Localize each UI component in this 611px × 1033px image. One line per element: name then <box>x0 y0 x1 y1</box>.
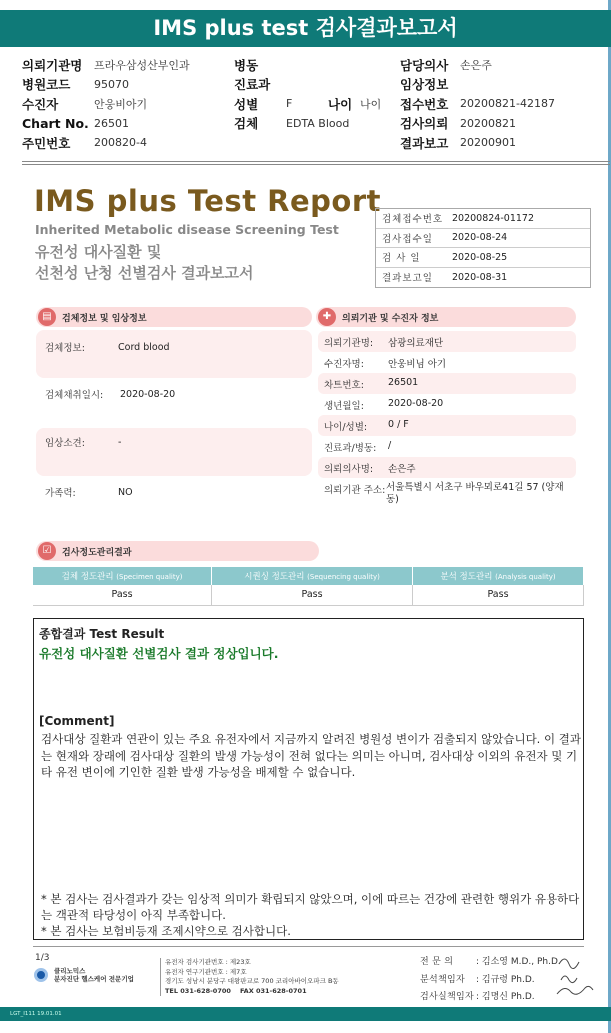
info-label: 수진자 <box>22 96 59 112</box>
patient-row <box>318 394 576 415</box>
section-title: 의뢰기관 및 수진자 정보 <box>342 313 439 324</box>
page-number: 1/3 <box>35 953 50 963</box>
signer-row <box>420 954 561 972</box>
specimen-key: 임상소견: <box>45 438 85 449</box>
lab-address <box>160 958 339 996</box>
report-title: IMS plus Test Report <box>34 184 381 218</box>
qc-value: Pass <box>212 585 413 605</box>
info-value: 프라우삼성산부인과 <box>94 58 190 72</box>
patient-row <box>318 352 576 373</box>
report-subtitle-ko: 유전성 대사질환 및 <box>35 243 162 261</box>
qc-value-row <box>33 585 584 605</box>
info-label: 검사의뢰 <box>400 116 449 132</box>
specimen-key: 검체정보: <box>45 343 85 354</box>
signer-role: 전 문 의 <box>420 957 454 967</box>
meta-row <box>376 248 590 268</box>
meta-value: 2020-08-31 <box>452 271 508 283</box>
patient-value: 서울특별시 서초구 바우뫼로41길 57 (양재동) <box>386 482 564 505</box>
specimen-value: - <box>118 436 122 448</box>
result-notes <box>41 891 581 939</box>
patient-value: 0 / F <box>388 419 409 430</box>
signer-name: : 김소영 M.D., Ph.D. <box>476 957 561 967</box>
info-label: 검체 <box>234 116 259 132</box>
patient-key: 의뢰기관 주소: <box>324 485 386 496</box>
company-logo <box>34 967 134 983</box>
note-text: * 본 검사는 보험비등재 조제시약으로 검사합니다. <box>41 924 291 938</box>
info-label: 주민번호 <box>22 135 71 151</box>
patient-value: 2020-08-20 <box>388 398 444 409</box>
info-label: 성별 <box>234 96 259 112</box>
meta-row <box>376 209 590 229</box>
patient-key: 생년월일: <box>324 401 364 412</box>
specimen-row <box>36 435 312 449</box>
test-result-box <box>33 618 584 940</box>
result-summary: 유전성 대사질환 선별검사 결과 정상입니다. <box>39 646 279 661</box>
info-row <box>22 55 602 75</box>
comment-heading: [Comment] <box>39 714 115 728</box>
info-label: 의뢰기관명 <box>22 57 83 73</box>
qc-table <box>33 567 584 606</box>
specimen-key: 검체채취일시: <box>45 390 104 401</box>
patient-key: 의뢰기관명: <box>324 338 374 349</box>
license-no: 유전자 연구기관번호 : 제7호 <box>165 967 247 976</box>
specimen-value: NO <box>118 486 133 498</box>
meta-value: 2020-08-25 <box>452 251 508 263</box>
signer-role: 분석책임자 <box>420 974 465 985</box>
request-info-grid <box>22 55 602 153</box>
patient-value: / <box>388 440 392 451</box>
patient-row <box>318 436 576 457</box>
logo-mark-icon <box>34 968 48 982</box>
qc-header-row <box>33 567 584 585</box>
report-meta-box <box>375 208 591 288</box>
section-title: 검체정보 및 임상정보 <box>62 313 147 324</box>
logo-tagline: 분자진단 헬스케어 전문기업 <box>54 975 134 983</box>
info-value: 26501 <box>94 116 129 130</box>
patient-row <box>318 331 576 352</box>
comment-text: 검사대상 질환과 연관이 있는 주요 유전자에서 지금까지 알려진 병원성 변이가 검출되지 않았습니다. 이 결과는 현재와 장래에 검사대상 질환의 발생 가능성이 전혀 없다는 의미는 아니며, 검사대상 이외의 유전자 및 기타 유전 변이에 기인한 질환 발생 가능성을 배제할 수 없습니다. <box>41 732 581 779</box>
info-label: 병동 <box>234 57 259 73</box>
patient-row <box>318 478 576 514</box>
address-line: 경기도 성남시 분당구 대왕판교로 700 코리아바이오파크 B동 <box>165 977 339 986</box>
info-row <box>22 114 602 134</box>
report-subtitle-ko: 선천성 난청 선별검사 결과보고서 <box>35 264 254 282</box>
hospital-icon: ✚ <box>318 308 336 326</box>
signature-block <box>420 954 561 1007</box>
patient-value: 손은주 <box>388 464 416 475</box>
info-value: 95070 <box>94 77 129 91</box>
info-label: 나이 <box>328 96 353 112</box>
patient-key: 의뢰의사명: <box>324 464 374 475</box>
qc-section-heading <box>36 541 319 561</box>
patient-row <box>318 457 576 478</box>
signature-drawing <box>555 950 595 1000</box>
info-value: 20200821-42187 <box>460 97 555 111</box>
qc-value: Pass <box>33 585 212 605</box>
signer-name: : 김명신 Ph.D. <box>476 992 535 1002</box>
specimen-row <box>36 340 312 354</box>
patient-row <box>318 415 576 436</box>
info-label: 접수번호 <box>400 96 449 112</box>
info-value: EDTA Blood <box>286 116 350 130</box>
patient-value: 삼광의료재단 <box>388 338 444 349</box>
info-value: 200820-4 <box>94 136 147 150</box>
qc-header: 시퀀싱 정도관리 (Sequencing quality) <box>212 567 413 585</box>
specimen-section-heading <box>36 307 312 327</box>
patient-key: 진료과/병동: <box>324 443 377 454</box>
patient-section-heading <box>316 307 576 327</box>
specimen-row <box>36 485 312 499</box>
info-value: F <box>286 97 293 111</box>
specimen-box <box>36 330 312 378</box>
patient-value: 안웅비님 아기 <box>388 359 447 370</box>
meta-row <box>376 229 590 249</box>
info-value: 손은주 <box>460 58 492 72</box>
license-no: 유전자 검사기관번호 : 제23호 <box>165 958 251 966</box>
info-label: 결과보고 <box>400 135 449 151</box>
signer-role: 검사실책임자 <box>420 992 474 1002</box>
patient-value: 26501 <box>388 377 419 388</box>
result-title: 종합결과 Test Result <box>39 627 165 641</box>
specimen-value: 2020-08-20 <box>120 388 176 400</box>
note-text: * 본 검사는 검사결과가 갖는 임상적 의미가 확립되지 않았으며, 이에 따르는 건강에 관련한 행위가 유용하다는 객관적 타당성이 아직 부족합니다. <box>41 892 580 922</box>
meta-value: 2020-08-24 <box>452 232 508 244</box>
report-subtitle-en: Inherited Metabolic disease Screening Test <box>35 222 339 237</box>
info-label: 병원코드 <box>22 77 71 93</box>
qc-header: 분석 정도관리 (Analysis quality) <box>413 567 584 585</box>
patient-key: 나이/성별: <box>324 422 368 433</box>
qc-value: Pass <box>413 585 584 605</box>
document-code-bar: LGT_I111 19.01.01 <box>0 1007 611 1021</box>
meta-key: 검사접수일 <box>382 233 433 245</box>
signer-row <box>420 972 561 990</box>
section-title: 검사정도관리결과 <box>62 547 132 558</box>
meta-key: 결과보고일 <box>382 273 433 285</box>
clipboard-icon: ▤ <box>38 308 56 326</box>
signer-name: : 김규령 Ph.D. <box>476 974 535 985</box>
info-value: 나이 <box>360 97 382 111</box>
signer-row <box>420 989 561 1007</box>
info-value: 20200901 <box>460 136 516 150</box>
specimen-row <box>36 387 312 401</box>
info-value: 20200821 <box>460 116 516 130</box>
footer-divider <box>33 946 584 947</box>
report-banner: IMS plus test 검사결과보고서 <box>0 10 611 47</box>
divider <box>22 161 610 162</box>
info-value: 안웅비아기 <box>94 97 148 111</box>
clipboard-check-icon: ☑ <box>38 542 56 560</box>
meta-value: 20200824-01172 <box>452 212 535 224</box>
meta-row <box>376 268 590 288</box>
meta-key: 검체접수번호 <box>382 214 444 226</box>
info-label: Chart No. <box>22 115 89 131</box>
patient-row <box>318 373 576 394</box>
qc-header: 검체 정도관리 (Specimen quality) <box>33 567 212 585</box>
meta-key: 검 사 일 <box>382 253 421 265</box>
patient-key: 수진자명: <box>324 359 364 370</box>
info-label: 임상정보 <box>400 77 449 93</box>
info-row <box>22 133 602 153</box>
patient-key: 차트번호: <box>324 380 364 391</box>
logo-name: 클리노믹스 <box>54 967 86 975</box>
info-row <box>22 75 602 95</box>
info-label: 담당의사 <box>400 57 449 73</box>
info-label: 진료과 <box>234 77 271 93</box>
contact: TEL 031-628-0700 FAX 031-628-0701 <box>165 986 307 995</box>
info-row <box>22 94 602 114</box>
divider <box>22 164 610 165</box>
specimen-value: Cord blood <box>118 341 170 353</box>
specimen-key: 가족력: <box>45 488 76 499</box>
